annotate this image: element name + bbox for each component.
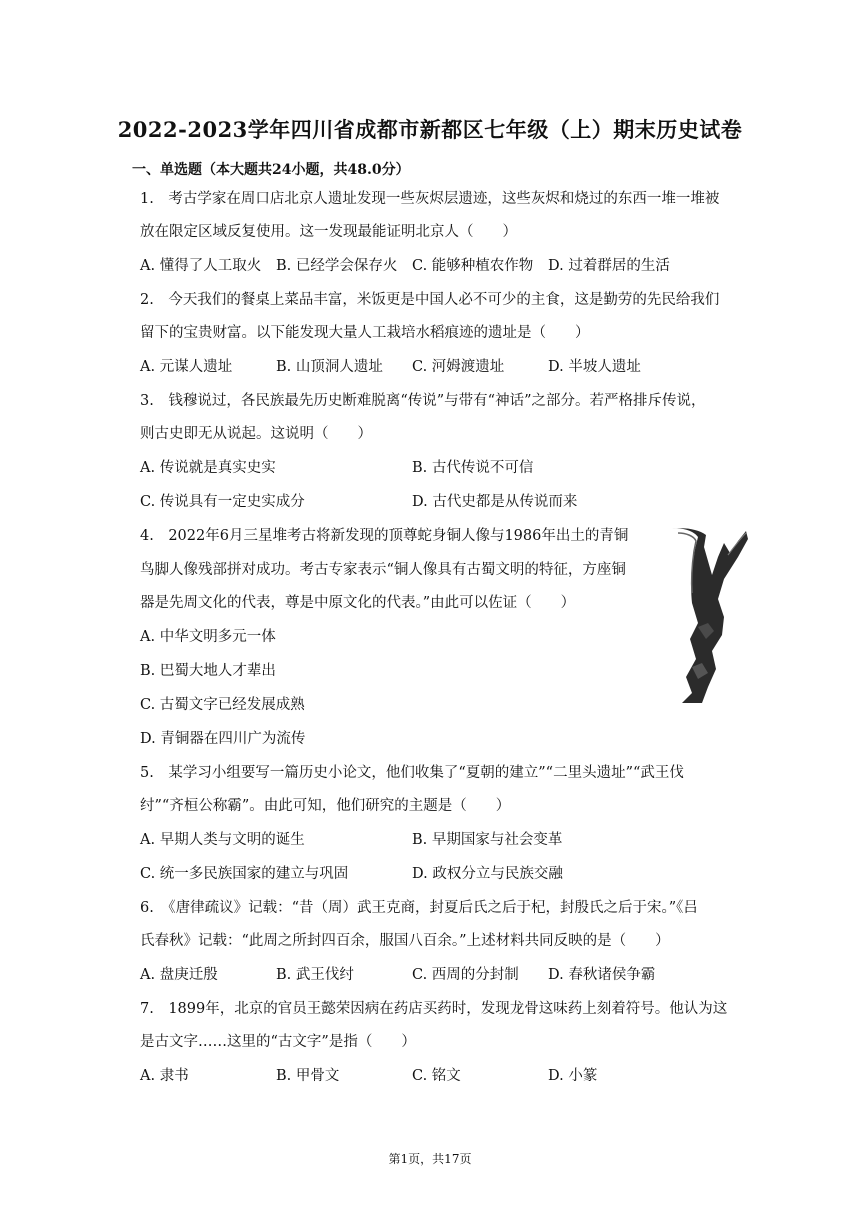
question-5-option-b: B. 早期国家与社会变革 bbox=[412, 832, 563, 848]
page-title: 2022-2023学年四川省成都市新都区七年级（上）期末历史试卷 bbox=[117, 117, 743, 142]
question-5-line-1: 5. 某学习小组要写一篇历史小论文，他们收集了“夏朝的建立”“二里头遗址”“武王伐 bbox=[140, 765, 684, 781]
question-4-line-2: 鸟脚人像残部拼对成功。考古专家表示“铜人像具有古蜀文明的特征，方座铜 bbox=[140, 562, 626, 578]
page-footer: 第1页，共17页 bbox=[388, 1152, 472, 1166]
question-2-option-c: C. 河姆渡遗址 bbox=[412, 359, 505, 375]
question-6-option-a: A. 盘庚迁殷 bbox=[140, 967, 218, 983]
question-3-line-2: 则古史即无从说起。这说明（ ） bbox=[140, 426, 372, 442]
question-3-option-c: C. 传说具有一定史实成分 bbox=[140, 494, 305, 510]
question-1-option-c: C. 能够种植农作物 bbox=[412, 258, 534, 274]
question-5-option-a: A. 早期人类与文明的诞生 bbox=[140, 832, 305, 848]
question-6-option-c: C. 西周的分封制 bbox=[412, 967, 519, 983]
question-7-line-2: 是古文字……这里的“古文字”是指（ ） bbox=[140, 1034, 416, 1050]
question-3-option-b: B. 古代传说不可信 bbox=[412, 460, 534, 476]
question-1-option-a: A. 懂得了人工取火 bbox=[140, 258, 262, 274]
question-3-option-d: D. 古代史都是从传说而来 bbox=[412, 494, 578, 510]
question-1-option-b: B. 已经学会保存火 bbox=[276, 258, 398, 274]
question-1-line-1: 1. 考古学家在周口店北京人遗址发现一些灰烬层遗迹，这些灰烬和烧过的东西一堆一堆被 bbox=[140, 191, 720, 207]
question-3-option-a: A. 传说就是真实史实 bbox=[140, 460, 276, 476]
question-5-option-d: D. 政权分立与民族交融 bbox=[412, 866, 563, 882]
question-4-option-a: A. 中华文明多元一体 bbox=[140, 629, 276, 645]
question-2-option-b: B. 山顶洞人遗址 bbox=[276, 359, 383, 375]
bronze-figure-image bbox=[668, 527, 750, 705]
section-heading: 一、单选题（本大题共24小题，共48.0分） bbox=[132, 162, 410, 178]
question-5-line-2: 纣”“齐桓公称霸”。由此可知，他们研究的主题是（ ） bbox=[140, 798, 511, 814]
question-1-line-2: 放在限定区域反复使用。这一发现最能证明北京人（ ） bbox=[140, 224, 517, 240]
question-7-option-d: D. 小篆 bbox=[548, 1068, 598, 1084]
question-2-option-a: A. 元谋人遗址 bbox=[140, 359, 233, 375]
question-4-option-b: B. 巴蜀大地人才辈出 bbox=[140, 663, 276, 679]
question-6-option-d: D. 春秋诸侯争霸 bbox=[548, 967, 656, 983]
question-5-option-c: C. 统一多民族国家的建立与巩固 bbox=[140, 866, 349, 882]
question-7-option-a: A. 隶书 bbox=[140, 1068, 189, 1084]
question-4-line-3: 器是先周文化的代表，尊是中原文化的代表。”由此可以佐证（ ） bbox=[140, 595, 576, 611]
question-4-line-1: 4. 2022年6月三星堆考古将新发现的顶尊蛇身铜人像与1986年出土的青铜 bbox=[140, 528, 629, 544]
question-6-option-b: B. 武王伐纣 bbox=[276, 967, 354, 983]
question-6-line-2: 氏春秋》记载：“此周之所封四百余，服国八百余。”上述材料共同反映的是（ ） bbox=[140, 933, 670, 949]
question-2-line-1: 2. 今天我们的餐桌上菜品丰富，米饭更是中国人必不可少的主食，这是勤劳的先民给我们 bbox=[140, 292, 720, 308]
question-2-line-2: 留下的宝贵财富。以下能发现大量人工栽培水稻痕迹的遗址是（ ） bbox=[140, 325, 590, 341]
question-4-option-d: D. 青铜器在四川广为流传 bbox=[140, 731, 306, 747]
question-3-line-1: 3. 钱穆说过，各民族最先历史断难脱离“传说”与带有“神话”之部分。若严格排斥传说， bbox=[140, 393, 706, 409]
question-2-option-d: D. 半坡人遗址 bbox=[548, 359, 641, 375]
question-4-option-c: C. 古蜀文字已经发展成熟 bbox=[140, 697, 305, 713]
question-7-option-c: C. 铭文 bbox=[412, 1068, 461, 1084]
question-6-line-1: 6. 《唐律疏议》记载：“昔（周）武王克商，封夏后氏之后于杞，封殷氏之后于宋。”《吕 bbox=[140, 900, 698, 916]
question-7-line-1: 7. 1899年，北京的官员王懿荣因病在药店买药时，发现龙骨这味药上刻着符号。他认为这 bbox=[140, 1001, 728, 1017]
question-1-option-d: D. 过着群居的生活 bbox=[548, 258, 670, 274]
question-7-option-b: B. 甲骨文 bbox=[276, 1068, 340, 1084]
